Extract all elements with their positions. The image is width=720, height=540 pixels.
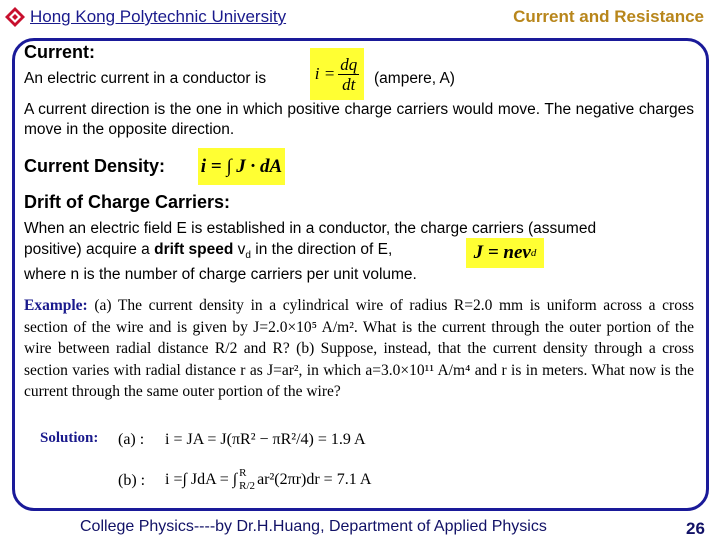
university-name: Hong Kong Polytechnic University: [30, 7, 287, 26]
university-logo-icon: [4, 6, 26, 28]
solution-label: Solution:: [40, 430, 99, 446]
drift-line-2: [24, 240, 392, 266]
solution-b-limits: [239, 467, 255, 493]
example-label: Example:: [24, 297, 88, 314]
drift-speed-term: drift speed: [154, 241, 234, 258]
example-text: (a) The current density in a cylindrical wire of radius R=2.0 mm is uniform across a cross section of the wire and is given by J=2.0×10⁵ A/m². What is the current through the outer portion of the wire between radial distance R/2 and R? (b) Suppose, instead, that the current density through a cross section varies with radial distance r as J=ar², in which a=3.0×10¹¹ A/m⁴ and r is in meters. What now is the current through the same outer portion of the wire?: [24, 297, 695, 400]
drift-line-2-pre: positive) acquire a: [24, 241, 150, 258]
solution-b-post: ar²(2πr)dr = 7.1 A: [257, 471, 372, 488]
solution-b-upper: R: [239, 467, 247, 479]
page-number: 26: [686, 519, 705, 538]
solution-b-pre: i =: [165, 471, 183, 488]
drift-equation: [466, 238, 544, 268]
density-heading: Current Density:: [24, 156, 166, 176]
current-eq-denominator: dt: [342, 74, 356, 94]
current-heading: Current:: [24, 42, 95, 62]
density-equation: i = ∫ J · dA: [198, 148, 285, 185]
drift-heading: Drift of Charge Carriers:: [24, 192, 231, 212]
solution-b-lower: R/2: [239, 480, 256, 492]
drift-line-2-end: in the direction of E,: [255, 241, 393, 258]
drift-line-1: When an electric field E is established in a conductor, the charge carriers (assumed: [24, 220, 597, 237]
current-intro: An electric current in a conductor is: [24, 70, 267, 87]
current-eq-numerator: dq: [340, 54, 358, 74]
current-eq-lhs: i =: [314, 64, 336, 83]
example-block: [24, 295, 694, 403]
drift-velocity-symbol: v: [237, 241, 246, 258]
solution-b-first: ∫ JdA = ∫: [182, 471, 238, 488]
solution-a-tag: (a) :: [118, 431, 145, 448]
solution-b-equation: [165, 461, 371, 499]
current-direction-text: A current direction is the one in which positive charge carriers would move. The negative charges move in the opposite direction.: [24, 101, 694, 138]
solution-a-equation: i = JA = J(πR² − πR²/4) = 1.9 A: [165, 431, 366, 448]
header-left: [4, 6, 286, 28]
drift-velocity-sub: d: [245, 250, 251, 262]
current-eq-fraction: [338, 55, 359, 94]
drift-eq-main: J = nev: [473, 242, 531, 263]
drift-line-3: where n is the number of charge carriers per unit volume.: [24, 266, 417, 283]
drift-eq-sub: d: [530, 247, 537, 259]
solution-b-tag: (b) :: [118, 472, 146, 489]
slide-title: Current and Resistance: [513, 7, 704, 26]
current-equation: [310, 48, 364, 100]
current-unit: (ampere, A): [374, 70, 455, 87]
footer-credit: College Physics----by Dr.H.Huang, Department of Applied Physics: [80, 518, 547, 535]
